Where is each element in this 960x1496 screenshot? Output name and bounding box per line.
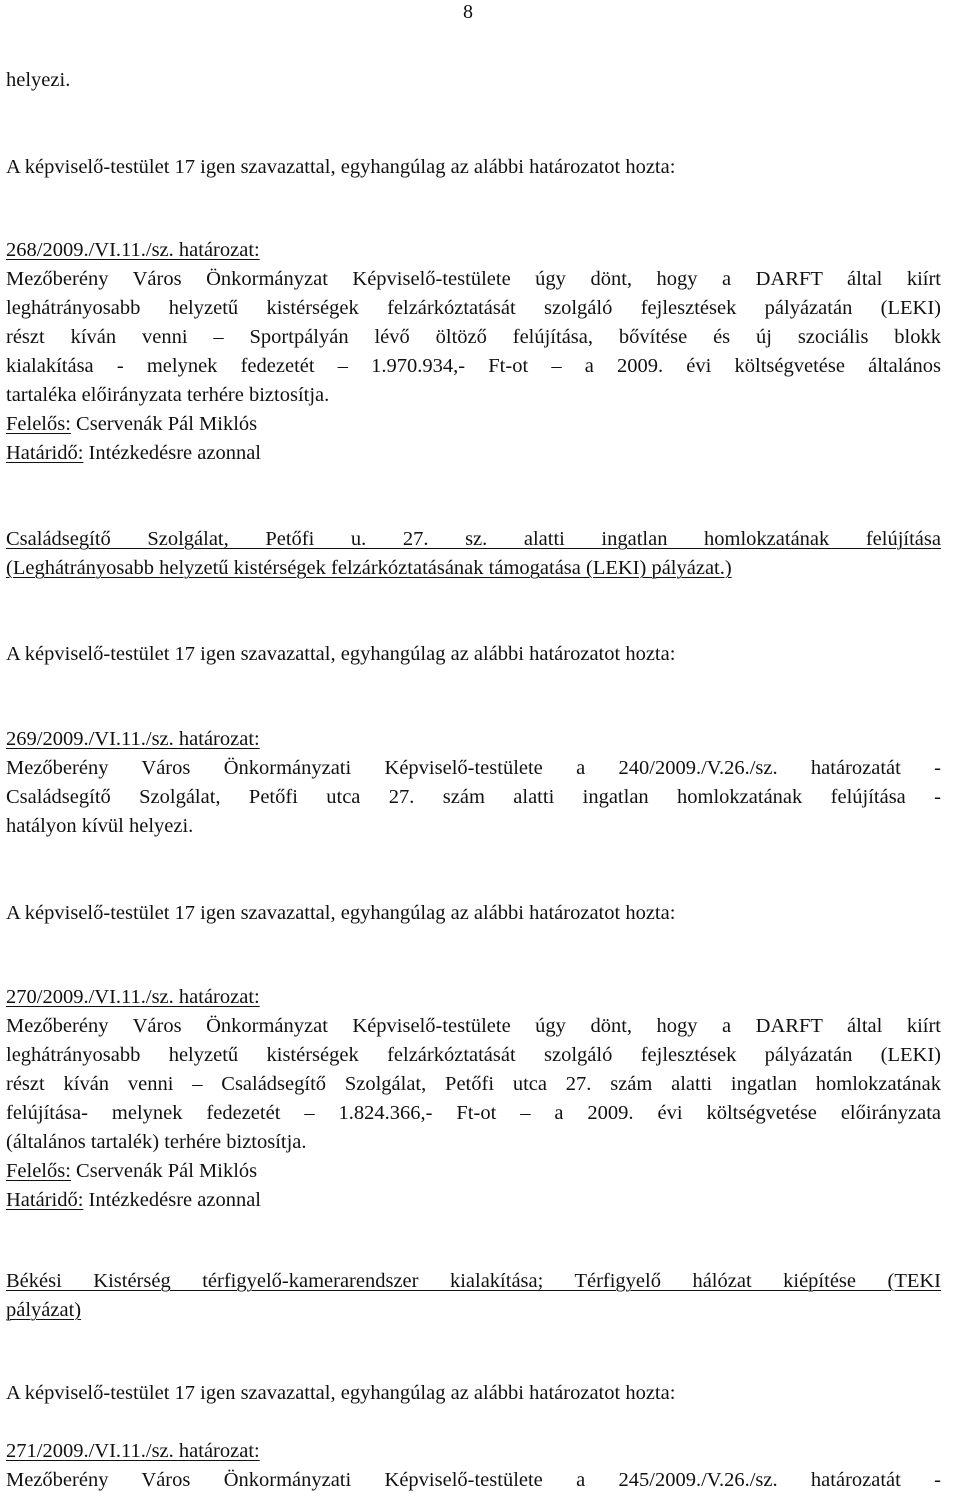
deadline-label: Határidő:: [6, 1189, 84, 1211]
page-number: 8: [463, 1, 473, 23]
resolution-270: [6, 983, 941, 1215]
topic-heading-line: (Leghátrányosabb helyzetű kistérségek felzárkóztatásának támogatása (LEKI) pályázat.): [6, 557, 732, 579]
resolution-text-line: Mezőberény Város Önkormányzati Képviselő-testülete a 240/2009./V.26./sz. határozatát -: [6, 757, 941, 779]
resolution-269: [6, 725, 941, 841]
resolution-text-line: (általános tartalék) terhére biztosítja.: [6, 1131, 307, 1153]
vote-statement-3: [6, 899, 941, 928]
resolution-text-line: tartaléka előirányzata terhére biztosítja.: [6, 384, 330, 406]
deadline-value: Intézkedésre azonnal: [83, 1189, 261, 1211]
deadline-value: Intézkedésre azonnal: [83, 442, 261, 464]
topic-heading-2: [6, 1267, 941, 1325]
resolution-number: 271/2009./VI.11./sz. határozat:: [6, 1440, 260, 1462]
responsible-value: Cservenák Pál Miklós: [70, 413, 258, 435]
resolution-text-line: Családsegítő Szolgálat, Petőfi utca 27. szám alatti ingatlan homlokzatának felújítása -: [6, 786, 941, 808]
deadline-row: [6, 439, 941, 468]
resolution-text-line: részt kíván venni – Családsegítő Szolgálat, Petőfi utca 27. szám alatti ingatlan homlokzatának: [6, 1073, 941, 1095]
vote-statement-text: A képviselő-testület 17 igen szavazattal, egyhangúlag az alábbi határozatot hozta:: [6, 156, 676, 178]
responsible-label: Felelős:: [6, 413, 71, 435]
resolution-271: [6, 1437, 941, 1495]
responsible-row: [6, 1157, 941, 1186]
topic-heading-line: Békési Kistérség térfigyelő-kamerarendszer kialakítása; Térfigyelő hálózat kiépítése (TEKI: [6, 1270, 941, 1292]
vote-statement-text: A képviselő-testület 17 igen szavazattal, egyhangúlag az alábbi határozatot hozta:: [6, 902, 676, 924]
resolution-text-line: leghátrányosabb helyzetű kistérségek felzárkóztatását szolgáló fejlesztések pályázatán (LEKI): [6, 297, 941, 319]
deadline-row: [6, 1186, 941, 1215]
resolution-number: 270/2009./VI.11./sz. határozat:: [6, 986, 260, 1008]
responsible-value: Cservenák Pál Miklós: [70, 1160, 258, 1182]
resolution-text-line: Mezőberény Város Önkormányzati Képviselő-testülete a 245/2009./V.26./sz. határozatát -: [6, 1469, 941, 1491]
topic-heading-line: Családsegítő Szolgálat, Petőfi u. 27. sz. alatti ingatlan homlokzatának felújítása: [6, 528, 941, 550]
intro-paragraph: [6, 66, 941, 95]
vote-statement-4: [6, 1379, 941, 1408]
resolution-number: 268/2009./VI.11./sz. határozat:: [6, 239, 260, 261]
resolution-text-line: részt kíván venni – Sportpályán lévő öltöző felújítása, bővítése és új szociális blokk: [6, 326, 941, 348]
resolution-number: 269/2009./VI.11./sz. határozat:: [6, 728, 260, 750]
responsible-row: [6, 410, 941, 439]
topic-heading-1: [6, 525, 941, 583]
vote-statement-2: [6, 640, 941, 669]
intro-text: helyezi.: [6, 69, 71, 91]
resolution-268: [6, 236, 941, 468]
resolution-text-line: Mezőberény Város Önkormányzat Képviselő-testülete úgy dönt, hogy a DARFT által kiírt: [6, 1015, 941, 1037]
resolution-text-line: leghátrányosabb helyzetű kistérségek felzárkóztatását szolgáló fejlesztések pályázatán (LEKI): [6, 1044, 941, 1066]
resolution-text-line: kialakítása - melynek fedezetét – 1.970.934,- Ft-ot – a 2009. évi költségvetése általános: [6, 355, 941, 377]
resolution-text-line: Mezőberény Város Önkormányzat Képviselő-testülete úgy dönt, hogy a DARFT által kiírt: [6, 268, 941, 290]
vote-statement-text: A képviselő-testület 17 igen szavazattal, egyhangúlag az alábbi határozatot hozta:: [6, 1382, 676, 1404]
vote-statement-1: [6, 153, 941, 182]
vote-statement-text: A képviselő-testület 17 igen szavazattal, egyhangúlag az alábbi határozatot hozta:: [6, 643, 676, 665]
resolution-text-line: felújítása- melynek fedezetét – 1.824.366,- Ft-ot – a 2009. évi költségvetése előirányzata: [6, 1102, 941, 1124]
deadline-label: Határidő:: [6, 442, 84, 464]
topic-heading-line: pályázat): [6, 1299, 82, 1321]
resolution-text-line: hatályon kívül helyezi.: [6, 815, 194, 837]
responsible-label: Felelős:: [6, 1160, 71, 1182]
